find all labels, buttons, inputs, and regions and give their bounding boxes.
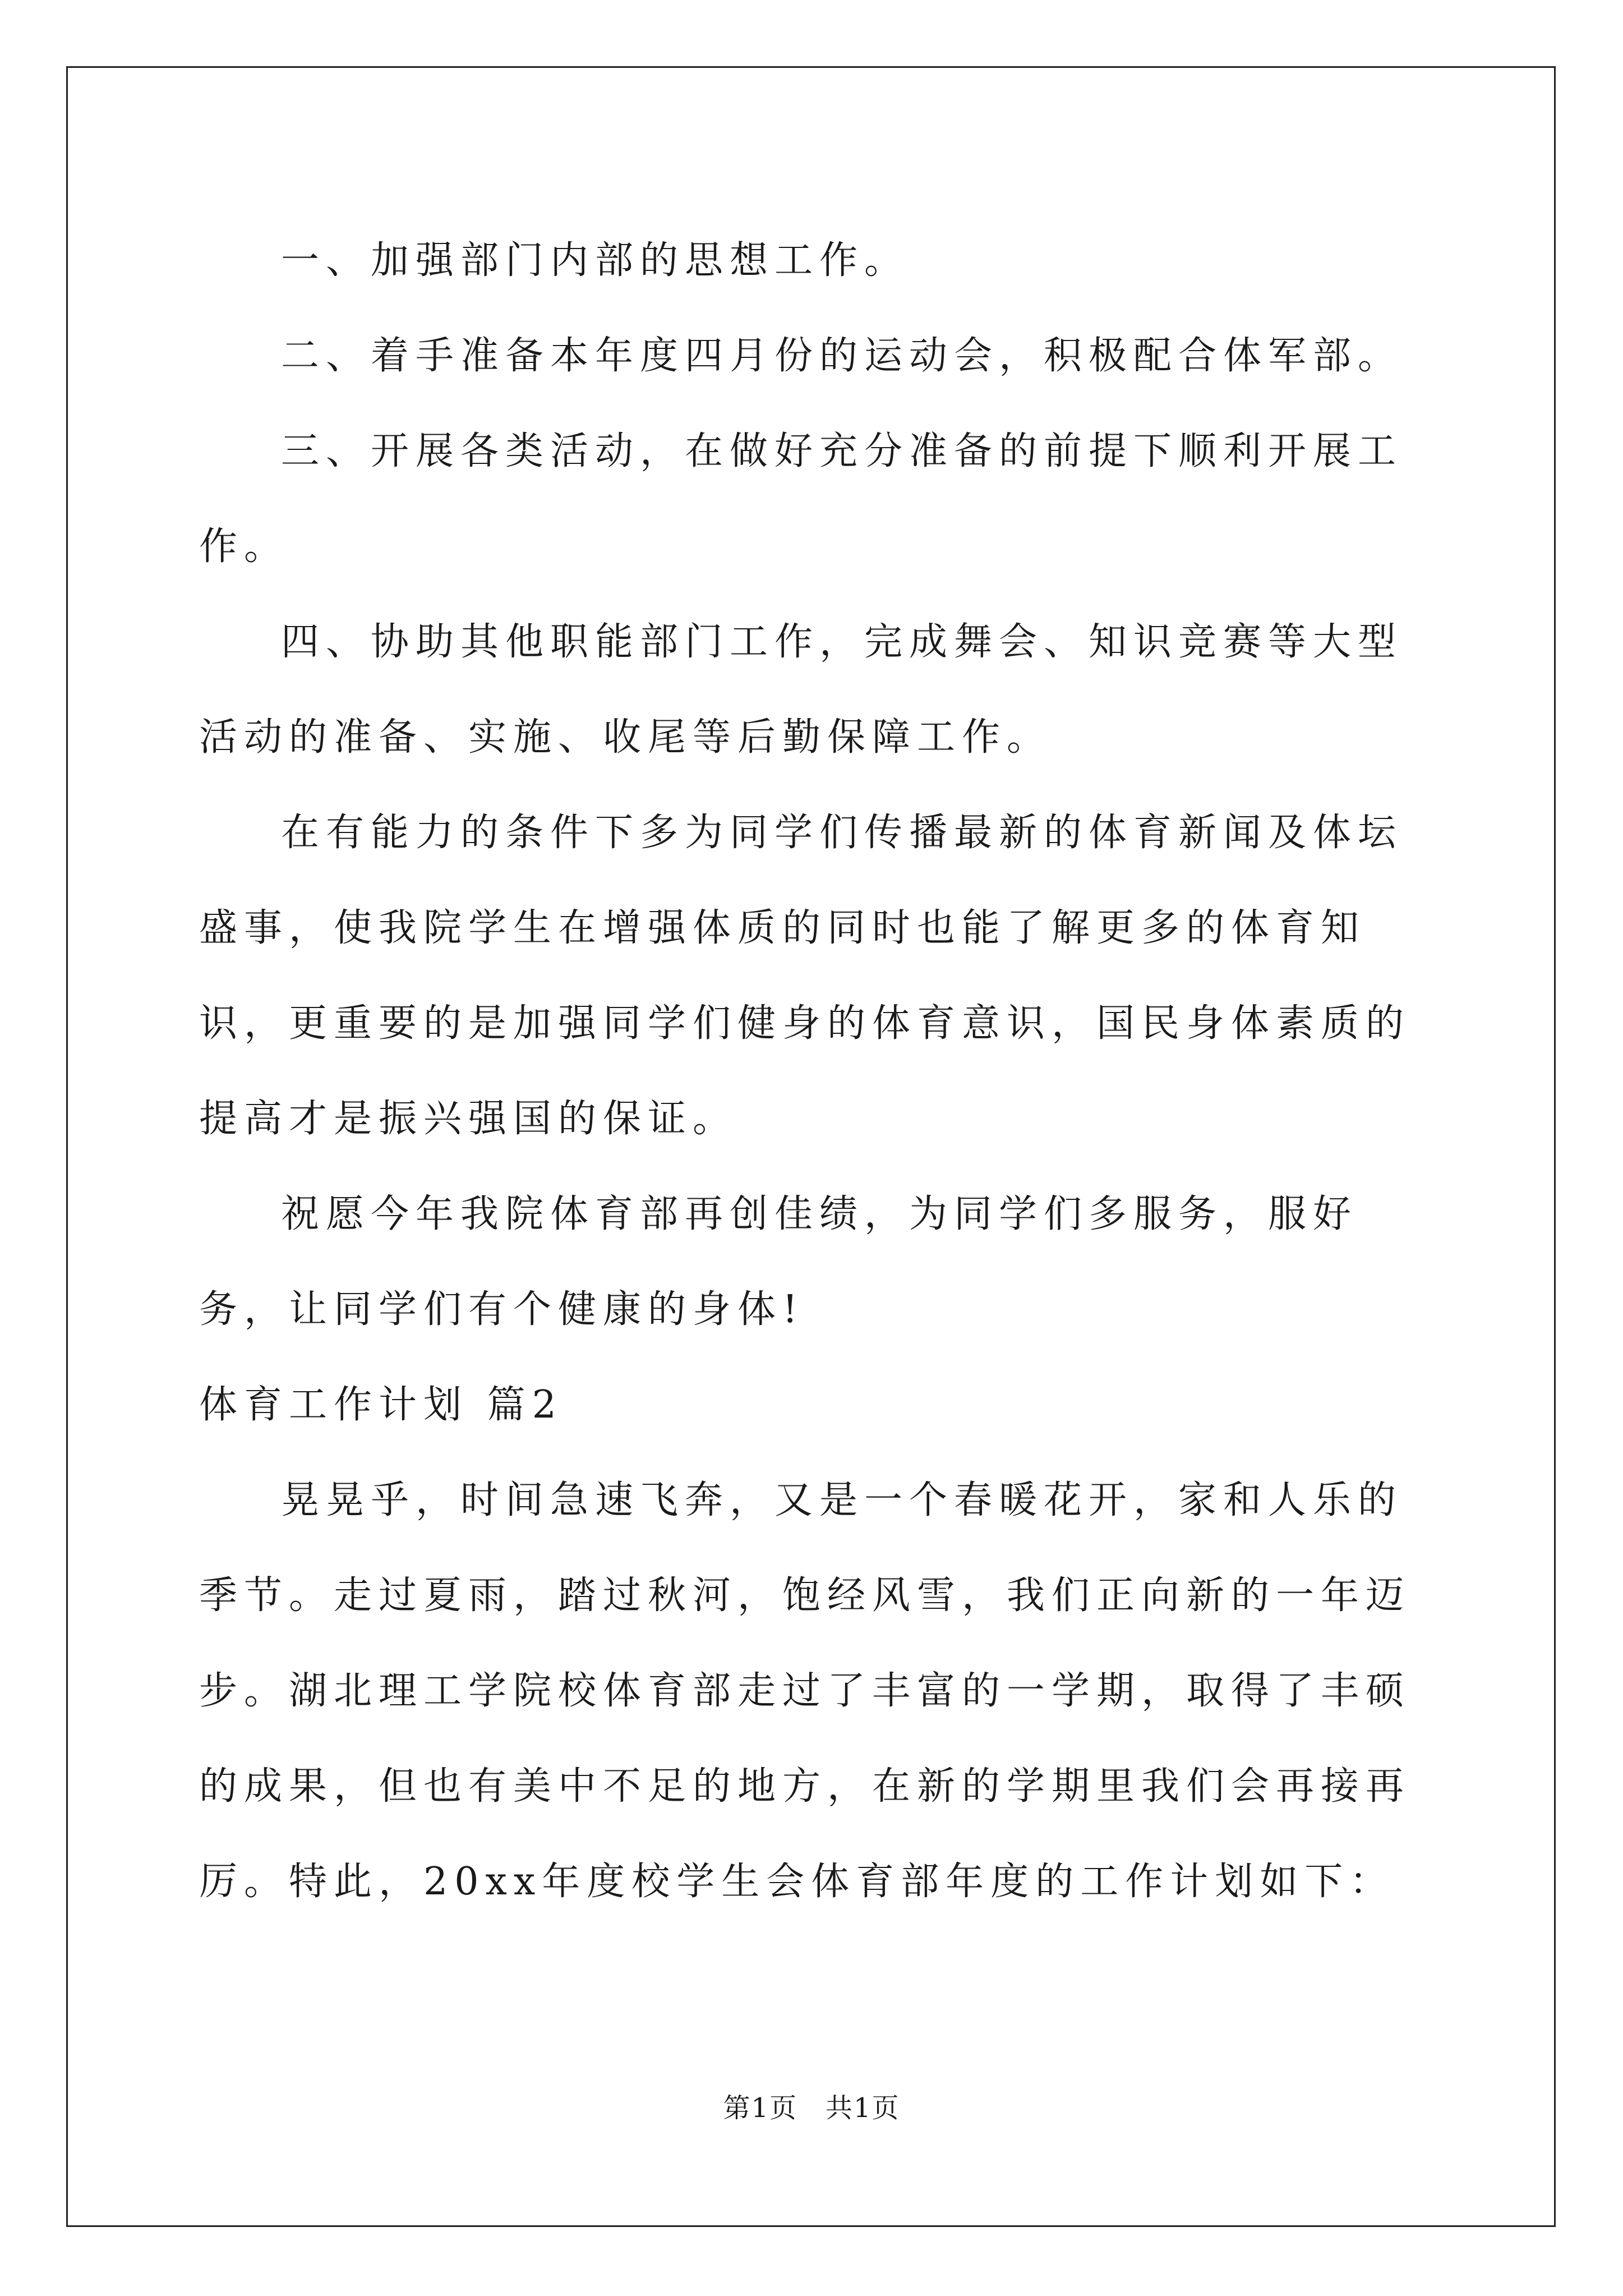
paragraph-1: 一、加强部门内部的思想工作。 bbox=[281, 238, 910, 283]
paragraph-6: 祝愿今年我院体育部再创佳绩，为同学们多服务，服好务，让同学们有个健康的身体! bbox=[199, 1192, 1358, 1332]
paragraph-4: 四、协助其他职能部门工作，完成舞会、知识竞赛等大型活动的准备、实施、收尾等后勤保障工作。 bbox=[199, 620, 1403, 760]
page-number-footer: 第1页 共1页 bbox=[723, 2092, 900, 2124]
paragraph-2: 二、着手准备本年度四月份的运动会，积极配合体军部。 bbox=[281, 334, 1403, 378]
paragraph-5: 在有能力的条件下多为同学们传播最新的体育新闻及体坛盛事，使我院学生在增强体质的同时也能了解更多的体育知识，更重要的是加强同学们健身的体育意识，国民身体素质的提高才是振兴强国的保证。 bbox=[199, 811, 1411, 1141]
document-body bbox=[199, 213, 1433, 1930]
paragraph-7: 晃晃乎，时间急速飞奔，又是一个春暖花开，家和人乐的季节。走过夏雨，踏过秋河，饱经风雪，我们正向新的一年迈步。湖北理工学院校体育部走过了丰富的一学期，取得了丰硕的成果，但也有美中不足的地方，在新的学期里我们会再接再厉。特此，20xx年度校学生会体育部年度的工作计划如下： bbox=[199, 1478, 1411, 1904]
paragraph-3: 三、开展各类活动，在做好充分准备的前提下顺利开展工作。 bbox=[199, 429, 1403, 569]
section-heading: 体育工作计划 篇2 bbox=[199, 1383, 563, 1427]
